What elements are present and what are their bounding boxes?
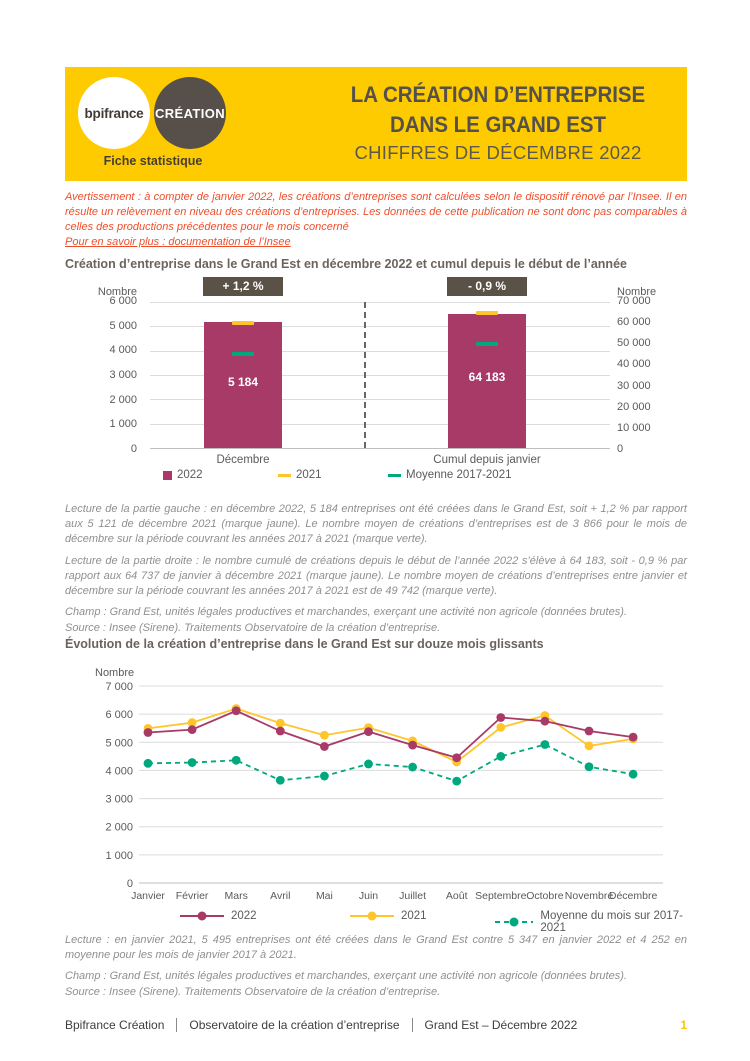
y-tick-label: 0 [126, 878, 133, 890]
axis-tick-label: 30 000 [617, 379, 651, 392]
data-point [276, 727, 285, 736]
mark-2021 [232, 321, 254, 325]
legend-label-2022: 2022 [231, 910, 257, 922]
doc-title-line1: LA CRÉATION D’ENTREPRISE [350, 82, 646, 107]
x-tick-label: Septembre [475, 890, 527, 902]
tagline: Fiche statistique [103, 154, 203, 168]
insee-doc-link[interactable]: Pour en savoir plus : documentation de l’Insee [65, 236, 291, 248]
x-tick-label: Avril [270, 890, 291, 902]
line-chart [65, 665, 687, 934]
doc-title-line2: DANS LE GRAND EST [390, 112, 606, 137]
legend-label-moyenne: Moyenne 2017-2021 [406, 469, 512, 481]
data-point [232, 706, 241, 715]
creation-logo-text: CRÉATION [154, 105, 226, 121]
x-tick-label: Mars [224, 890, 248, 902]
bpifrance-logo-text: bpifrance [84, 105, 144, 121]
axis-tick-label: 60 000 [617, 316, 651, 329]
data-point [452, 777, 461, 786]
legend-swatch-moyenne [388, 474, 401, 477]
gridline [150, 302, 610, 303]
x-tick-label: Janvier [131, 890, 165, 902]
data-point [188, 725, 197, 734]
axis-tick-label: 50 000 [617, 337, 651, 350]
legend-label-2022: 2022 [177, 469, 203, 481]
mark-moyenne [232, 352, 254, 356]
category-label: Cumul depuis janvier [433, 454, 541, 466]
bar-chart [65, 281, 687, 493]
x-tick-label: Juin [358, 890, 379, 902]
legend-label-2021: 2021 [401, 910, 427, 922]
percent-badge: + 1,2 % [203, 277, 283, 296]
data-point [188, 758, 197, 767]
data-point [496, 723, 505, 732]
axis-tick-label: 2 000 [109, 393, 137, 406]
lecture-text: Lecture : en janvier 2021, 5 495 entreprises ont été créées dans le Grand Est contre 5 347 en janvier 2022 et 4 252 en moyenne pour les mois de janvier 2017 à 2021. [65, 934, 687, 961]
gridline [150, 448, 610, 449]
header-titles [317, 80, 679, 164]
data-point [144, 728, 153, 737]
right-axis-title: Nombre [617, 286, 657, 298]
data-point [541, 717, 550, 726]
data-point [364, 760, 373, 769]
data-point [496, 713, 505, 722]
legend-line-2022 [180, 915, 224, 917]
legend-line-moyenne [495, 921, 533, 923]
footer-brand: Bpifrance Création [65, 1018, 165, 1032]
legend-line-2021 [350, 915, 394, 917]
axis-tick-label: 6 000 [109, 295, 137, 307]
data-point [452, 753, 461, 762]
category-label: Décembre [216, 454, 270, 466]
bar-chart-legend [65, 469, 687, 485]
champ-text: Champ : Grand Est, unités légales productives et marchandes, exerçant une activité non agricole (données brutes). [65, 970, 627, 982]
axis-tick-label: 0 [130, 442, 137, 455]
y-tick-label: 1 000 [105, 849, 133, 862]
line-chart-svg [65, 680, 685, 908]
legend-dot-moyenne [510, 918, 519, 927]
data-point [496, 752, 505, 761]
chart-divider-dashed [364, 302, 366, 448]
data-point [585, 727, 594, 736]
axis-tick-label: 70 000 [617, 295, 651, 307]
legend-item-moyenne [388, 469, 512, 481]
data-point [320, 772, 329, 781]
x-tick-label: Octobre [526, 890, 564, 902]
legend-item-2021 [278, 469, 322, 481]
legend-swatch-2021 [278, 474, 291, 477]
footer-observatoire: Observatoire de la création d’entreprise [189, 1018, 400, 1032]
axis-tick-label: 1 000 [109, 418, 137, 431]
bar-chart-right-axis [617, 295, 651, 455]
mark-2021 [476, 311, 498, 315]
data-point [232, 756, 241, 765]
x-tick-label: Mai [315, 890, 333, 902]
axis-tick-label: 10 000 [617, 421, 651, 434]
section2-title: Évolution de la création d’entreprise dans le Grand Est sur douze mois glissants [65, 637, 544, 651]
legend-item-2022 [180, 910, 257, 922]
axis-tick-label: 5 000 [109, 319, 137, 332]
y-tick-label: 3 000 [105, 793, 133, 806]
legend-label-2021: 2021 [296, 469, 322, 481]
line-chart-legend [65, 910, 687, 934]
y-tick-label: 2 000 [105, 821, 133, 834]
data-point [541, 740, 550, 749]
percent-badge: - 0,9 % [447, 277, 527, 296]
bar-chart-left-axis [65, 295, 137, 455]
legend-item-2022 [163, 469, 203, 481]
x-tick-label: Février [175, 890, 209, 902]
data-point [364, 727, 373, 736]
data-point [276, 776, 285, 785]
data-point [320, 731, 329, 740]
doc-subtitle: CHIFFRES DE DÉCEMBRE 2022 [354, 142, 642, 163]
bar-value-label: 5 184 [227, 374, 259, 389]
champ-text: Champ : Grand Est, unités légales productives et marchandes, exerçant une activité non agricole (données brutes). [65, 606, 627, 618]
axis-tick-label: 40 000 [617, 358, 651, 371]
legend-item-moyenne [495, 910, 687, 934]
x-tick-label: Août [445, 890, 468, 902]
data-point [276, 719, 285, 728]
source-text: Source : Insee (Sirene). Traitements Observatoire de la création d’entreprise. [65, 622, 441, 634]
lecture-left-text: Lecture de la partie gauche : en décembre 2022, 5 184 entreprises ont été créées dans le Grand Est, soit + 1,2 % par rapport aux 5 121 de décembre 2021 (marque jaune). Le nombre moyen de créations d’entreprises est de 3 866 pour le mois de décembre sur la période couvrant les années 2017 à 2021 (marque verte). [65, 503, 687, 545]
data-point [408, 741, 417, 750]
legend-dot-2021 [368, 912, 377, 921]
footer-separator [412, 1018, 413, 1032]
page-number: 1 [680, 1018, 687, 1032]
y-tick-label: 7 000 [105, 681, 133, 693]
legend-label-moyenne: Moyenne du mois sur 2017-2021 [540, 910, 683, 934]
left-axis-title: Nombre [97, 286, 137, 298]
x-tick-label: Décembre [608, 890, 658, 902]
source-text: Source : Insee (Sirene). Traitements Observatoire de la création d’entreprise. [65, 986, 441, 998]
creation-logo [154, 77, 226, 149]
axis-tick-label: 4 000 [109, 344, 137, 357]
section1-notes [65, 502, 687, 636]
legend-item-2021 [350, 910, 427, 922]
y-tick-label: 5 000 [105, 737, 133, 750]
section2-notes [65, 933, 687, 1000]
legend-dot-2022 [198, 912, 207, 921]
x-tick-label: Novembre [564, 890, 614, 902]
footer-region-date: Grand Est – Décembre 2022 [424, 1018, 578, 1032]
axis-tick-label: 0 [617, 442, 624, 455]
y-tick-label: 4 000 [105, 765, 133, 778]
data-point [629, 733, 638, 742]
x-tick-label: Juillet [399, 890, 427, 902]
axis-tick-label: 20 000 [617, 400, 651, 413]
y-tick-label: 6 000 [105, 709, 133, 722]
lecture-right-text: Lecture de la partie droite : le nombre cumulé de créations depuis le début de l’année 2022 s’élève à 64 183, soit - 0,9 % par rapport aux 64 737 de janvier à décembre 2021 (marque jaune). Le nombre moyen de créations d’entreprises entre janvier et décembre sur la période couvrant les années 2017 à 2021 est de 49 742 (marque verte). [65, 555, 687, 597]
footer-separator [176, 1018, 177, 1032]
mark-moyenne [476, 342, 498, 346]
data-point [585, 762, 594, 771]
bpifrance-logo [78, 77, 150, 149]
data-point [629, 770, 638, 779]
logo-group [78, 77, 226, 149]
data-point [144, 759, 153, 768]
line-chart-y-axis-title: Nombre [95, 667, 135, 679]
data-point [585, 742, 594, 751]
legend-swatch-2022 [163, 471, 172, 480]
section1-title: Création d’entreprise dans le Grand Est en décembre 2022 et cumul depuis le début de l’année [65, 257, 627, 271]
axis-tick-label: 3 000 [109, 368, 137, 381]
bar-chart-plot [150, 279, 610, 466]
header-banner [65, 67, 687, 181]
data-point [408, 763, 417, 772]
warning-text: Avertissement : à compter de janvier 2022, les créations d’entreprises sont calculées selon le dispositif rénové par l’Insee. Il en résulte un relèvement en niveau des créations d’entreprises. Les données de cette publication ne sont donc pas comparables à celles des productions précédentes pour le mois concerné [65, 191, 687, 233]
series-line-Moyenne du mois sur 2017-2021 [148, 745, 633, 782]
bar-value-label: 64 183 [468, 370, 506, 385]
data-point [320, 742, 329, 751]
footer [65, 1018, 687, 1032]
